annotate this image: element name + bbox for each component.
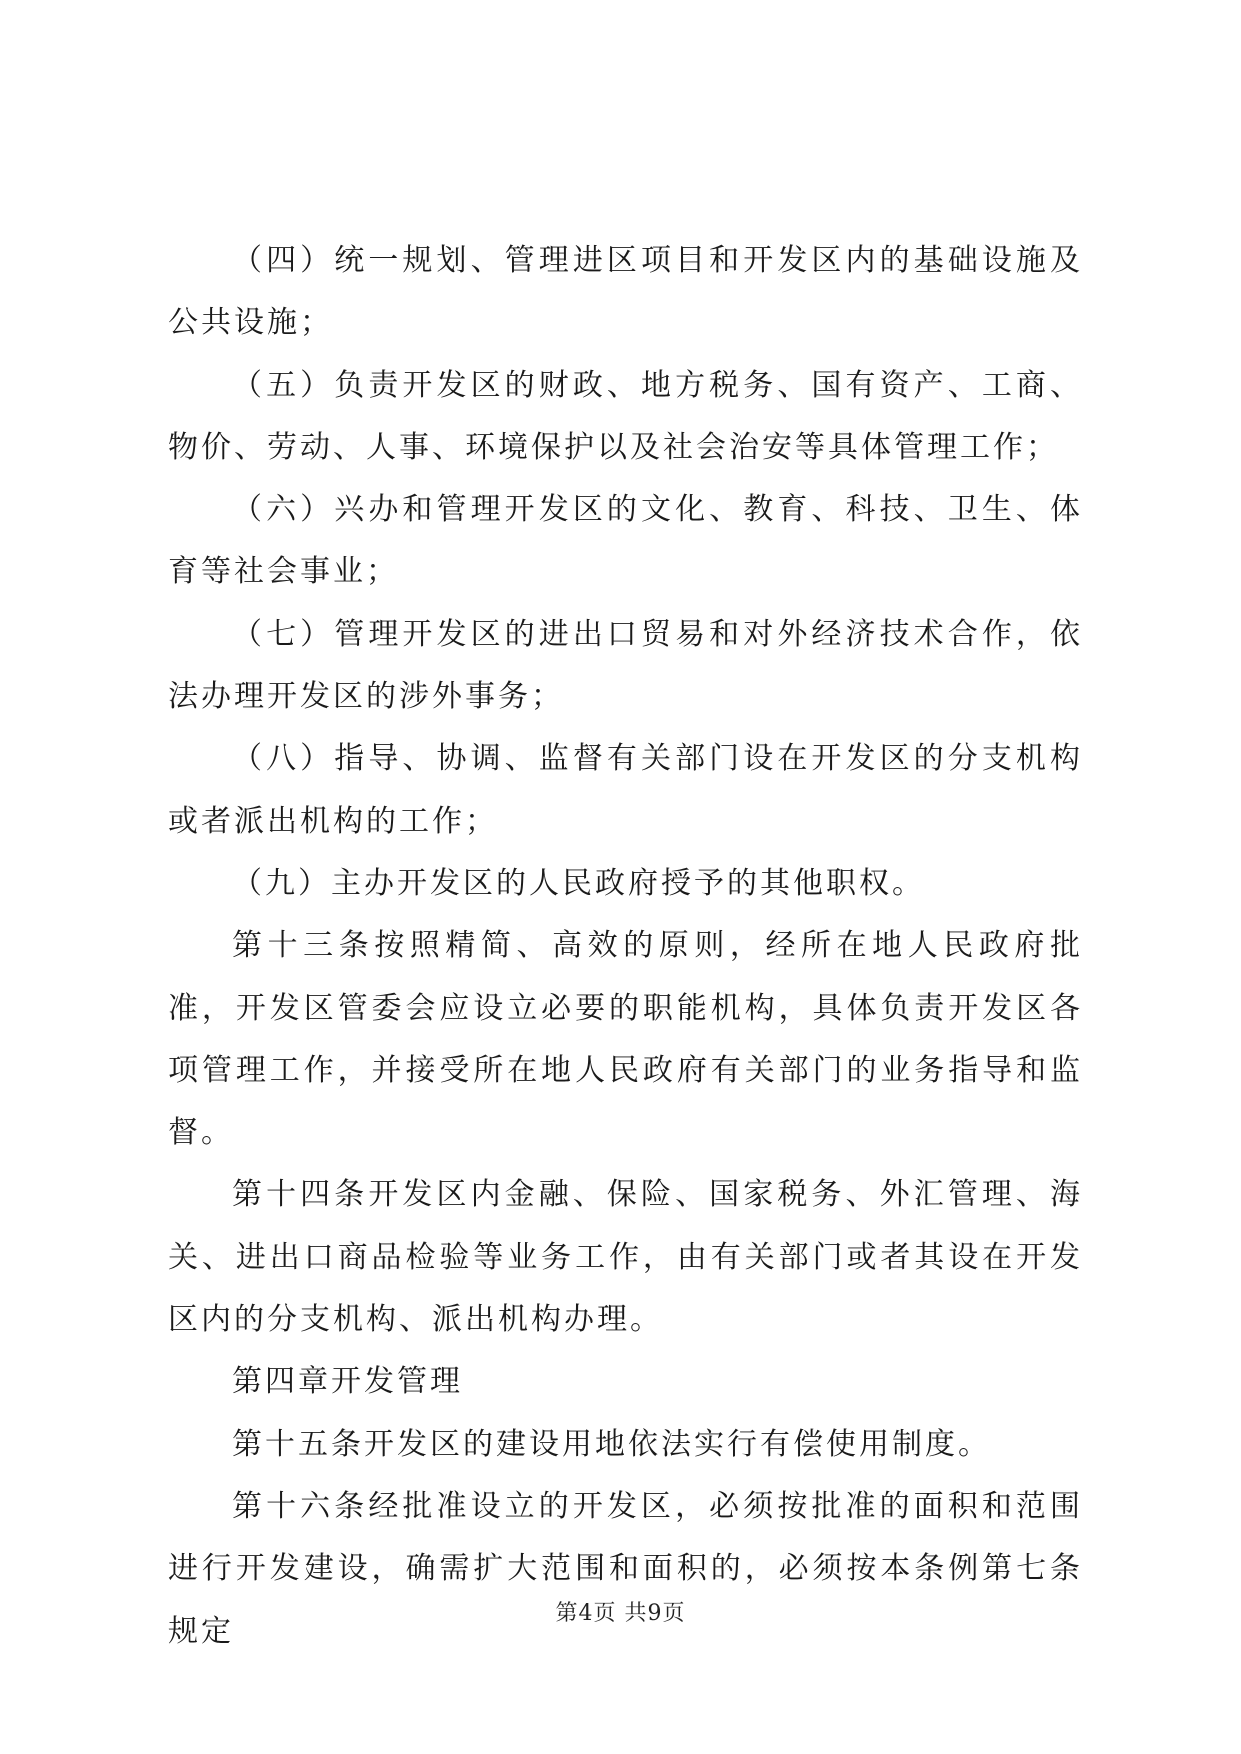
chapter-heading: 第四章开发管理 (232, 1364, 463, 1400)
paragraph-item-7: （七）管理开发区的进出口贸易和对外经济技术合作，依法办理开发区的涉外事务； (168, 616, 1083, 715)
paragraph-article-15: 第十五条开发区的建设用地依法实行有偿使用制度。 (232, 1426, 991, 1462)
paragraph-article-14: 第十四条开发区内金融、保险、国家税务、外汇管理、海关、进出口商品检验等业务工作，由有关部门或者其设在开发区内的分支机构、派出机构办理。 (168, 1177, 1083, 1338)
paragraph-item-8: （八）指导、协调、监督有关部门设在开发区的分支机构或者派出机构的工作； (168, 741, 1083, 839)
page-number-footer: 第4页 共9页 (555, 1601, 686, 1626)
paragraph-article-13: 第十三条按照精简、高效的原则，经所在地人民政府批准，开发区管委会应设立必要的职能机构，具体负责开发区各项管理工作，并接受所在地人民政府有关部门的业务指导和监督。 (168, 928, 1083, 1151)
paragraph-item-5: （五）负责开发区的财政、地方税务、国有资产、工商、物价、劳动、人事、环境保护以及社会治安等具体管理工作； (168, 367, 1083, 465)
document-body (168, 230, 1083, 1663)
paragraph-item-4: （四）统一规划、管理进区项目和开发区内的基础设施及公共设施； (168, 243, 1083, 341)
paragraph-item-9: （九）主办开发区的人民政府授予的其他职权。 (232, 865, 925, 901)
paragraph-item-6: （六）兴办和管理开发区的文化、教育、科技、卫生、体育等社会事业； (168, 492, 1083, 590)
paragraph-article-16: 第十六条经批准设立的开发区，必须按批准的面积和范围进行开发建设，确需扩大范围和面积的，必须按本条例第七条规定 (168, 1488, 1083, 1649)
